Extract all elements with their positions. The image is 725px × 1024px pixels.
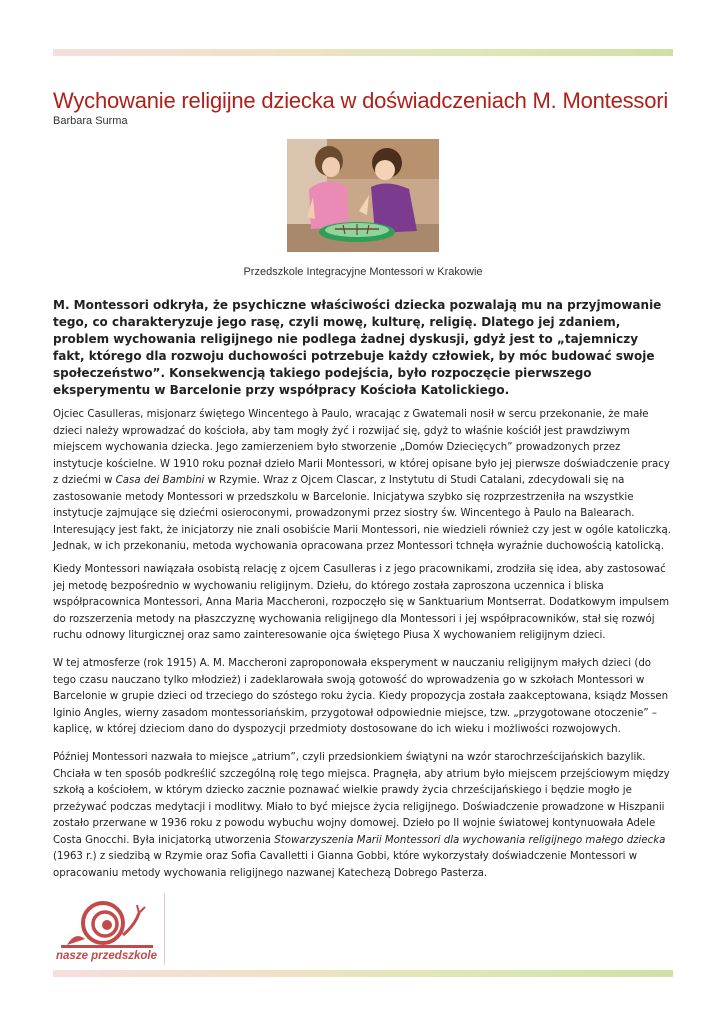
photo-caption: Przedszkole Integracyjne Montessori w Krakowie [243,266,483,278]
body-paragraph-3: W tej atmosferze (rok 1915) A. M. Maccheroni zaproponowała eksperyment w nauczaniu religijnym małych dzieci (do tego czasu nauczano tylko młodzież) i zadeklarowała swoją gotowość do wprowadzenia go w szkołach Montessori w Barcelonie w grupie dzieci od trzeciego do szóstego roku życia. Kiedy propozycja została zaakceptowana, ksiądz Mossen Iginio Angles, wierny zasadom montessoriańskim, przygotował odpowiednie miejsce, tzw. „przygotowane otoczenie” – kaplicę, w której dzieciom dano do dyspozycji przedmioty dostosowane do ich wieku i możliwości rozwojowych. [53,658,669,735]
top-decorative-rule [53,49,673,56]
paragraph-1-italic: Casa dei Bambini [115,475,205,486]
paragraph-4-text-a: Później Montessori nazwała to miejsce „atrium”, czyli przedsionkiem świątyni na wzór starochrześcijańskich bazylik. Chciała w ten sposób podkreślić szczególną rolę tego miejsca. Pragnęła, aby atrium było miejscem przejściowym między szkołą a kościołem, w którym dziecko zacznie poznawać wielkie prawdy życia chrześcijańskiego i będzie mogło je przeżywać podczas medytacji i modlitwy. Miało to być miejsce życia religijnego. Doświadczenie prowadzone w Hiszpanii zostało przerwane w 1936 roku z powodu wybuchu wojny domowej. Dzieło po II wojnie światowej kontynuowała Adele Costa Gnocchi. Była inicjatorką utworzenia [53,752,670,846]
paragraph-1-text-a: Ojciec Casulleras, misjonarz świętego Wincentego à Paulo, wracając z Gwatemali nosił w sercu przekonanie, że małe dzieci należy wprowadzać do kościoła, aby tam mogły żyć i rozwijać się, gdyż to właśnie kościół jest prawdziwym miejscem wychowania dziecka. Jego zamierzeniem było stworzenie „Domów Dziecięcych” prowadzonych przez instytucje kościelne. W 1910 roku poznał dzieło Marii Montessori, w której opisane było jej pierwsze doświadczenie pracy z dziećmi w [53,409,670,486]
paragraph-4-italic: Stowarzyszenia Marii Montessori dla wychowania religijnego małego dziecka [274,834,666,846]
body-paragraph-2: Kiedy Montessori nawiązała osobistą relację z ojcem Casulleras i z jego pracownikami, zrodziła się idea, aby zastosować jej metodę bezpośrednio w wychowaniu religijnym. Dziełu, do którego została zaproszona uczennica i bliska współpracownica Montessori, Anna Maria Maccheroni, rozpoczęło się w Sanktuarium Montserrat. Dodatkowym impulsem do rozszerzenia metody na płaszczyznę wychowania religijnego dla Montessori i jej współpracowników, stał się rozwój ruchu odnowy liturgicznej oraz samo zainteresowanie ojca świętego Piusa X wychowaniem religijnym dzieci. [53,564,670,641]
body-paragraph-1 [53,407,673,556]
article-title: Wychowanie religijne dziecka w doświadczeniach M. Montessori [53,88,669,113]
logo-text: nasze przedszkole [56,950,157,962]
lead-paragraph: M. Montessori odkryła, że psychiczne właściwości dziecka pozwalają mu na przyjmowanie tego, co charakteryzuje jego rasę, czyli mowę, kulturę, religię. Dlatego jej zdaniem, problem wychowania religijnego nie podlega żadnej dyskusji, gdyż jest to „tajemniczy fakt, którego dla rozwoju duchowości potrzebuje każdy człowiek, by móc budować swoje społeczeństwo”. Konsekwencją takiego podejścia, było rozpoczęcie pierwszego eksperymentu w Barcelonie przy współpracy Kościoła Katolickiego. [53,298,662,397]
article-photo [287,139,439,252]
logo-divider [164,893,165,965]
body-paragraph-4 [53,750,673,882]
article-author: Barbara Surma [53,115,128,127]
paragraph-4-text-b: (1963 r.) z siedzibą w Rzymie oraz Sofia Cavalletti i Gianna Gobbi, które wykorzystały doświadczenie Montessori w opracowaniu metody wychowania religijnego nazwanej Katechezą Dobrego Pasterza. [53,851,638,879]
paragraph-1-text-b: w Rzymie. Wraz z Ojcem Clascar, z Instytutu di Studi Catalani, zdecydowali się na zastosowanie metody Montessori w przedszkolu w Barcelonie. Inicjatywa szybko się rozprzestrzeniła na wszystkie instytucje zajmujące się dziećmi osieroconymi, prowadzonymi przez siostry św. Wincentego à Paulo na Balearach. Interesujący jest fakt, że inicjatorzy nie znali osobiście Marii Montessori, nie wiedzieli również czy jest w ogóle katoliczką. Jednak, w ich przekonaniu, metoda wychowania opracowana przez Montessori tchnęła wyraźnie duchowością katolicką. [53,475,672,552]
bottom-decorative-rule [53,970,673,977]
